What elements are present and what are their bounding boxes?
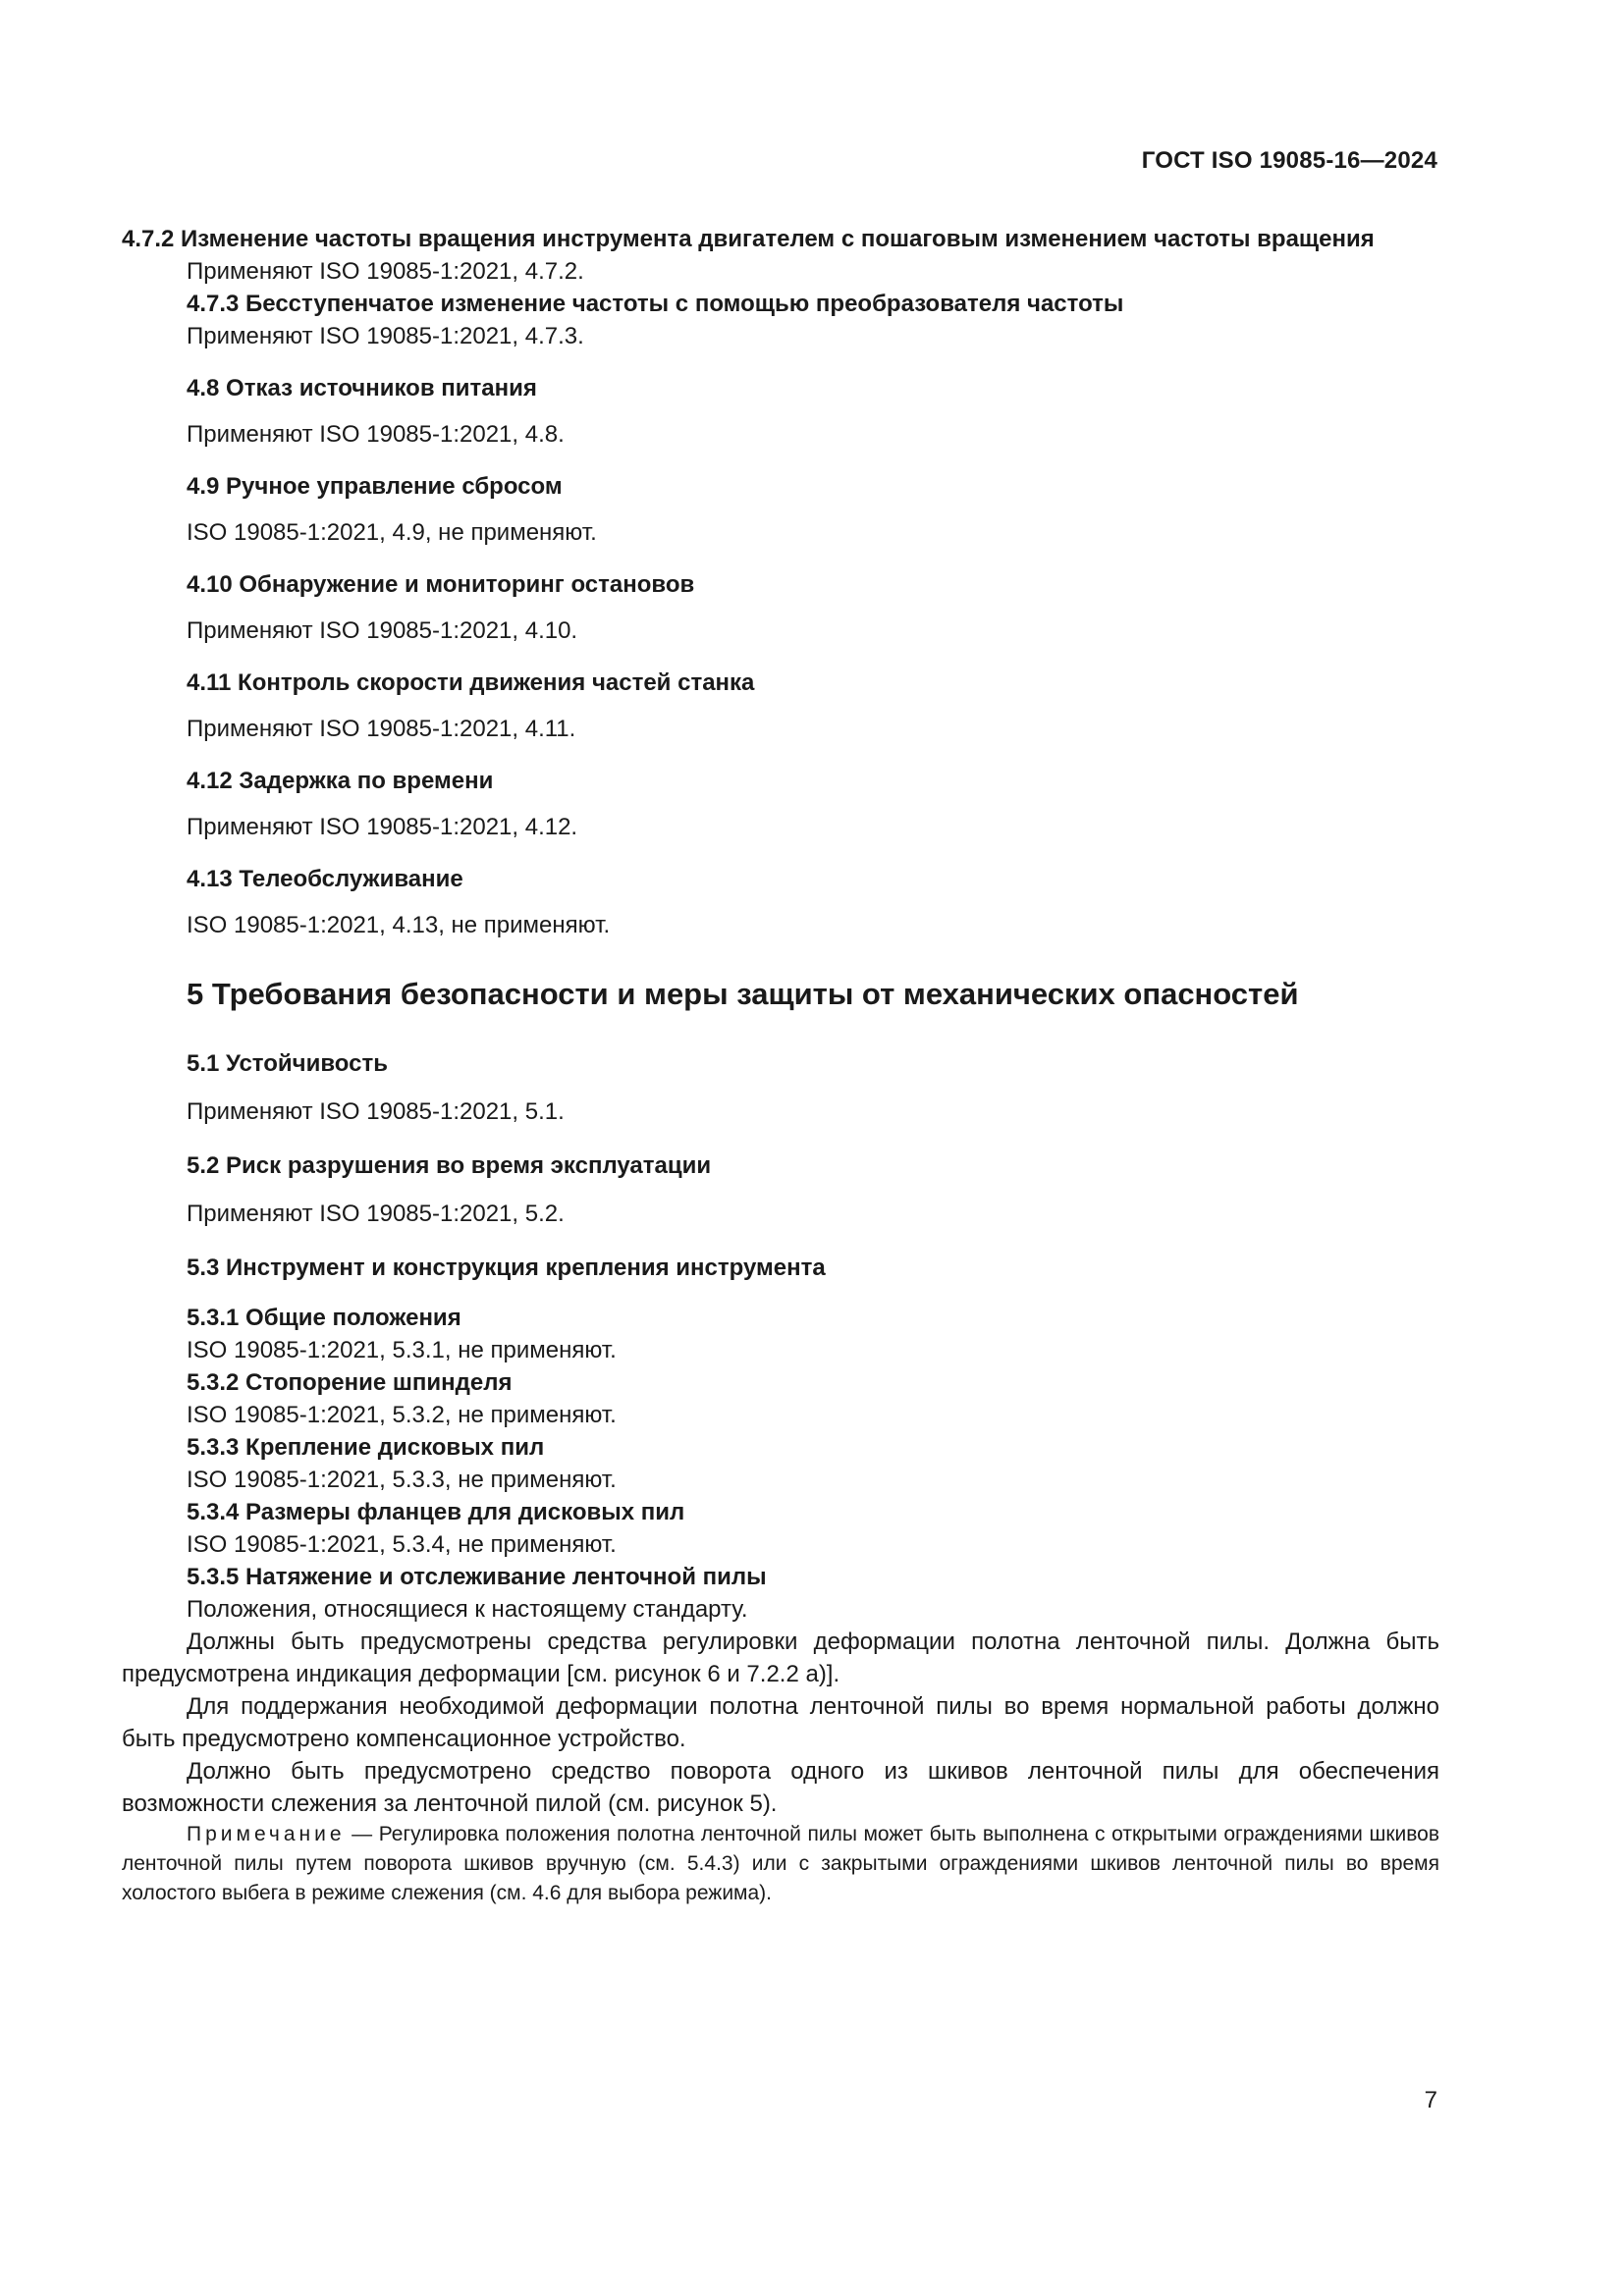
- subsection-heading: 4.8 Отказ источников питания: [187, 375, 537, 401]
- body-text: Применяют ISO 19085-1:2021, 4.11.: [187, 716, 576, 742]
- subsection-heading: 4.7.3 Бесступенчатое изменение частоты с помощью преобразователя частоты: [187, 291, 1124, 317]
- body-text: Применяют ISO 19085-1:2021, 5.1.: [187, 1098, 565, 1125]
- subsection-heading: 4.9 Ручное управление сбросом: [187, 473, 563, 500]
- body-text: ISO 19085-1:2021, 4.9, не применяют.: [187, 519, 597, 546]
- body-text: Применяют ISO 19085-1:2021, 5.2.: [187, 1201, 565, 1227]
- subsection-heading: 4.10 Обнаружение и мониторинг остановов: [187, 571, 695, 598]
- subsection-heading: 5.2 Риск разрушения во время эксплуатации: [187, 1152, 712, 1179]
- note-label: Примечание: [187, 1823, 346, 1845]
- subsection-heading: 4.12 Задержка по времени: [187, 768, 494, 794]
- body-paragraph: Для поддержания необходимой деформации полотна ленточной пилы во время нормальной работы должно быть предусмотрено компенсационное устройство.: [122, 1693, 1439, 1752]
- note: [122, 1820, 1439, 1908]
- body-text: Применяют ISO 19085-1:2021, 4.12.: [187, 814, 578, 840]
- subsection-heading: 4.11 Контроль скорости движения частей станка: [187, 669, 755, 696]
- subsection-heading: 5.3.4 Размеры фланцев для дисковых пил: [187, 1499, 685, 1525]
- subsection-heading: 4.13 Телеобслуживание: [187, 866, 463, 892]
- body-text: ISO 19085-1:2021, 5.3.3, не применяют.: [187, 1467, 617, 1493]
- subsection-heading: 5.3 Инструмент и конструкция крепления инструмента: [187, 1255, 826, 1281]
- body-text: Применяют ISO 19085-1:2021, 4.7.2.: [187, 258, 584, 285]
- body-text: Применяют ISO 19085-1:2021, 4.7.3.: [187, 323, 584, 349]
- body-text: Применяют ISO 19085-1:2021, 4.8.: [187, 421, 565, 448]
- document-header: ГОСТ ISO 19085-16—2024: [1141, 147, 1437, 174]
- body-text: ISO 19085-1:2021, 5.3.4, не применяют.: [187, 1531, 617, 1558]
- note-text: — Регулировка положения полотна ленточной пилы может быть выполнена с открытыми ограждениями шкивов ленточной пилы путем поворота шкивов вручную (см. 5.4.3) или с закрытыми ограждениями шкивов ленточной пилы во время холостого выбега в режиме слежения (см. 4.6 для выбора режима).: [122, 1823, 1439, 1904]
- body-text: Положения, относящиеся к настоящему стандарту.: [187, 1596, 748, 1623]
- body-text: ISO 19085-1:2021, 5.3.2, не применяют.: [187, 1402, 617, 1428]
- document-body: [122, 223, 1439, 1908]
- page-number: 7: [1424, 2087, 1437, 2113]
- subsection-heading: 5.1 Устойчивость: [187, 1050, 388, 1077]
- subsection-heading: 5.3.3 Крепление дисковых пил: [187, 1434, 545, 1461]
- body-paragraph: Должно быть предусмотрено средство поворота одного из шкивов ленточной пилы для обеспечения возможности слежения за ленточной пилой (см. рисунок 5).: [122, 1758, 1439, 1817]
- subsection-heading: 4.7.2 Изменение частоты вращения инструмента двигателем с пошаговым изменением частоты вращения: [122, 226, 1375, 252]
- section-heading: 5 Требования безопасности и меры защиты от механических опасностей: [187, 977, 1299, 1011]
- body-text: Применяют ISO 19085-1:2021, 4.10.: [187, 617, 578, 644]
- subsection-heading: 5.3.5 Натяжение и отслеживание ленточной пилы: [187, 1564, 767, 1590]
- body-text: ISO 19085-1:2021, 5.3.1, не применяют.: [187, 1337, 617, 1363]
- subsection-heading: 5.3.2 Стопорение шпинделя: [187, 1369, 513, 1396]
- subsection-heading: 5.3.1 Общие положения: [187, 1305, 461, 1331]
- body-text: ISO 19085-1:2021, 4.13, не применяют.: [187, 912, 611, 938]
- body-paragraph: Должны быть предусмотрены средства регулировки деформации полотна ленточной пилы. Должна быть предусмотрена индикация деформации [см. рисунок 6 и 7.2.2 а)].: [122, 1629, 1439, 1687]
